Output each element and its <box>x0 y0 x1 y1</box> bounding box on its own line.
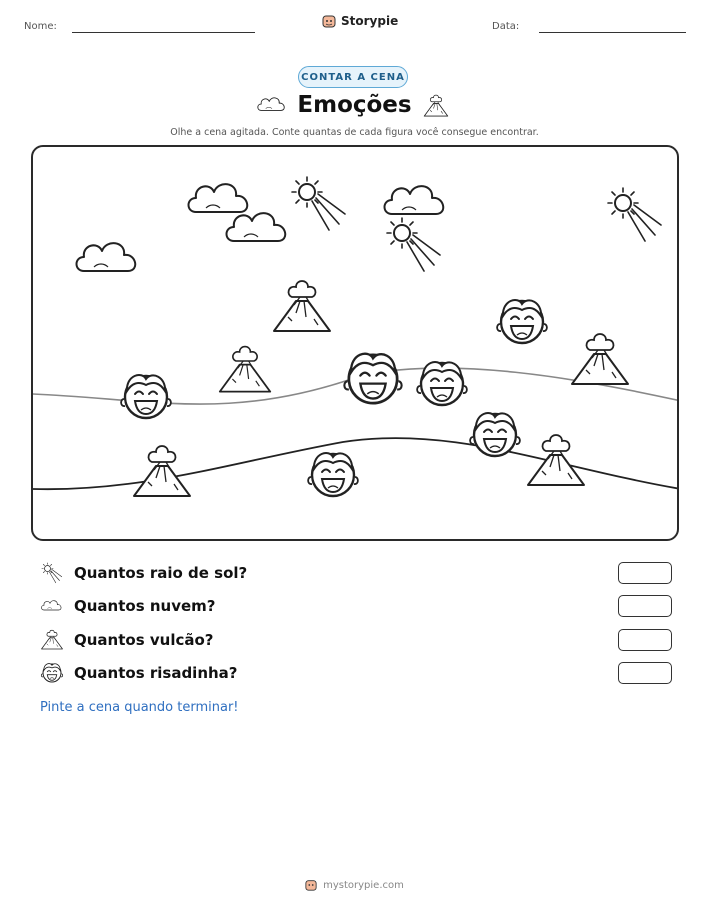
footer-url[interactable]: mystorypie.com <box>323 879 404 891</box>
question-row-face <box>40 660 672 686</box>
storypie-logo-icon <box>305 879 317 891</box>
volcano-icon <box>40 628 64 652</box>
name-label: Nome: <box>24 21 57 32</box>
instructions: Olhe a cena agitada. Conte quantas de cada figura você consegue encontrar. <box>170 127 539 138</box>
question-text: Quantos raio de sol? <box>74 564 248 582</box>
volcano-4 <box>134 446 190 496</box>
brand <box>322 14 398 28</box>
brand-name: Storypie <box>341 14 399 28</box>
question-text: Quantos vulcão? <box>74 631 214 649</box>
activity-badge: CONTAR A CENA <box>298 66 408 88</box>
laughing-face-5 <box>470 413 520 456</box>
storypie-logo-icon <box>322 14 336 28</box>
laughing-face-icon <box>40 661 64 685</box>
answer-box-cloud[interactable] <box>618 595 672 617</box>
question-row-cloud <box>40 593 672 619</box>
coloring-hint: Pinte a cena quando terminar! <box>40 700 239 715</box>
sun-rays-3 <box>608 188 661 241</box>
name-field[interactable] <box>72 32 255 33</box>
answer-box-volcano[interactable] <box>618 629 672 651</box>
laughing-face-3 <box>417 362 467 405</box>
page-title: Emoções <box>297 92 412 118</box>
volcano-1 <box>274 281 330 331</box>
question-text: Quantos risadinha? <box>74 664 238 682</box>
volcano-2 <box>220 347 270 392</box>
laughing-face-1 <box>497 300 547 343</box>
footer <box>0 879 709 891</box>
laughing-face-6 <box>308 453 358 496</box>
volcano-5 <box>528 435 584 485</box>
question-row-volcano <box>40 627 672 653</box>
date-label: Data: <box>492 21 520 32</box>
question-row-sun <box>40 560 672 586</box>
cloud-3 <box>77 243 136 271</box>
date-field[interactable] <box>539 32 686 33</box>
sun-rays-2 <box>387 218 440 271</box>
scene-frame <box>31 145 679 541</box>
cloud-4 <box>385 186 444 214</box>
scene-illustration <box>33 147 679 541</box>
laughing-face-4 <box>121 375 171 418</box>
question-text: Quantos nuvem? <box>74 597 216 615</box>
cloud-icon <box>40 594 64 618</box>
answer-box-sun[interactable] <box>618 562 672 584</box>
sun-rays-icon <box>40 561 64 585</box>
answer-box-face[interactable] <box>618 662 672 684</box>
volcano-icon <box>423 91 449 121</box>
sun-rays-1 <box>292 177 345 230</box>
cloud-1 <box>189 184 248 212</box>
volcano-3 <box>572 334 628 384</box>
cloud-2 <box>227 213 286 241</box>
laughing-face-2 <box>344 354 401 403</box>
